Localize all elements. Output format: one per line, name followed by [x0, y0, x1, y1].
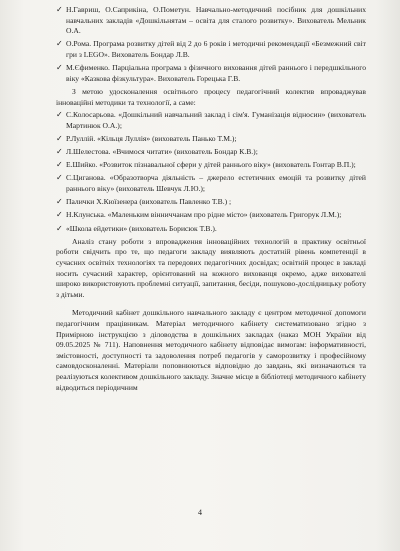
list-item-text: М.Єфименко. Парціальна програма з фізичного виховання дітей раннього і передшкільного віку «Казкова фізкультура». Вихователь Горецька Г.В.: [66, 63, 366, 83]
list-item: [56, 197, 366, 208]
list-item-text: Н.Клунська. «Маленьким вінниччанам про рідне місто» (вихователь Григорук Л.М.);: [66, 210, 342, 220]
analysis-paragraph: Аналіз стану роботи з впровадження інноваційних технологій в практику освітньої роботи свідчить про те, що педагоги закладу виявляють достатній рівень компетенції в сучасних освітніх технологіях та передових педагогічних досвідах; освітній процес в закладі носить сучасний характер, орієнтований на кожного вихованця окремо, адже вихователі широко використовують проблемні ситуації, запитання, бесіди, пошуково-дослідницьку роботу з дітьми.: [56, 236, 366, 299]
list-item-text: Палички Х.Кюїзенера (вихователь Павленко Т.В.) ;: [66, 197, 232, 207]
list-item-text: Е.Шийко. «Розвиток пізнавальної сфери у дітей раннього віку» (вихователь Гонтар В.П.);: [66, 160, 356, 170]
page-body: [56, 5, 366, 393]
list-item-text: Н.Гавриш, О.Саприкіна, О.Пометун. Навчально-методичний посібник для дошкільних навчальних закладів «Дошкільнятам – освіта для сталого розвитку». Вихователь Мельник О.А.: [66, 5, 366, 36]
checkmark-icon: ✓: [56, 63, 63, 73]
list-item: [56, 39, 366, 60]
checkmark-icon: ✓: [56, 197, 63, 207]
checkmark-icon: ✓: [56, 147, 63, 157]
list-item: [56, 147, 366, 158]
checkmark-icon: ✓: [56, 210, 63, 220]
list-item: [56, 110, 366, 131]
list-item-text: Л.Шелестова. «Вчимося читати» (вихователь Бондар К.В.);: [66, 147, 258, 157]
checkmark-icon: ✓: [56, 223, 63, 233]
list-item: [56, 5, 366, 37]
list-item: [56, 134, 366, 145]
list-item: [56, 160, 366, 171]
list-item-text: Р.Луллій. «Кільця Луллія» (вихователь Панько Т.М.);: [66, 133, 237, 143]
checkmark-icon: ✓: [56, 173, 63, 183]
checkmark-icon: ✓: [56, 133, 63, 143]
list-item: [56, 224, 366, 235]
intro-paragraph: З метою удосконалення освітнього процесу педагогічний колектив впроваджував інноваційні методики та технології, а саме:: [56, 86, 366, 107]
checkmark-icon: ✓: [56, 39, 63, 49]
list-item-text: С.Колосарьова. «Дошкільний навчальний заклад і сім'я. Гуманізація відносин» (вихователь Мартинюк О.А.);: [66, 110, 366, 130]
list-item: [56, 63, 366, 84]
list-item-text: О.Рома. Програма розвитку дітей від 2 до 6 років і методичні рекомендації «Безмежний світ гри з LEGO». Вихователь Бондар Л.В.: [66, 39, 366, 59]
list-item: [56, 210, 366, 221]
methodical-cabinet-paragraph: Методичний кабінет дошкільного навчального закладу є центром методичної допомоги педагогічним працівникам. Матеріал методичного кабінету систематизовано згідно з Примірною інструкцією з діловодства в дошкільних закладах (наказ МОН України від 09.05.2025 № 711). Наповнення методичного кабінету відповідає вимогам: інформативності, змістовності, доступності та задоволення потреб педагогів у саморозвитку і професійному самовдосконаленні. Матеріали поповнюються відповідно до завдань, які визначаються та реалізуються колективом дошкільного закладу. Значне місце в бібліотеці методичного кабінету відводиться періодичним: [56, 308, 366, 392]
page-number: 4: [198, 508, 202, 517]
checkmark-icon: ✓: [56, 110, 63, 120]
checkmark-icon: ✓: [56, 160, 63, 170]
list-item-text: «Школа ейдетики» (вихователь Борисюк Т.В.).: [66, 223, 217, 233]
checkmark-icon: ✓: [56, 5, 63, 14]
list-item: [56, 173, 366, 194]
list-item-text: С.Циганова. «Образотворча діяльність – джерело естетичних емоцій та розвитку дітей раннього віку» (вихователь Шевчук Л.Ю.);: [66, 173, 366, 194]
